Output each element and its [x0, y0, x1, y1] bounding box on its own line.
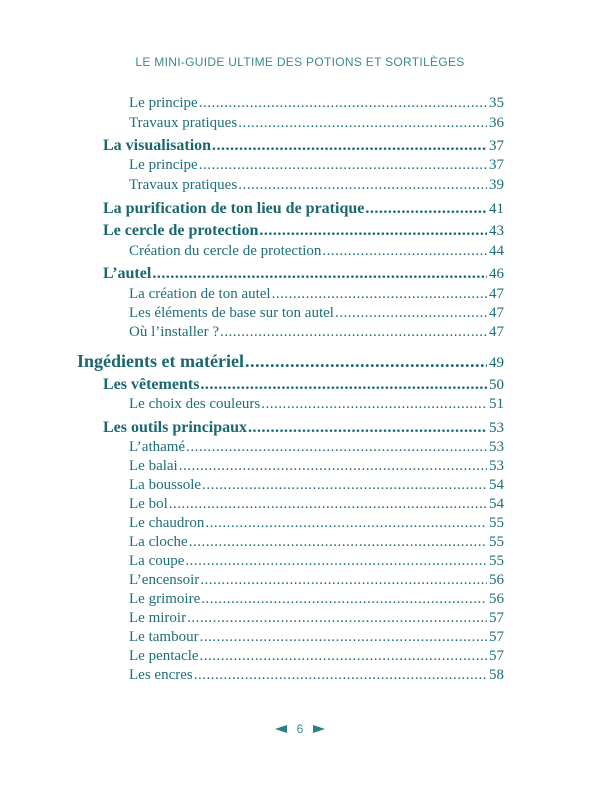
page-number: 6 — [296, 722, 304, 736]
dot-leader — [205, 515, 487, 532]
toc-entry-page: 47 — [489, 305, 504, 321]
toc-entry-page: 46 — [489, 266, 504, 282]
toc-entry-page: 47 — [489, 324, 504, 340]
toc-entry-title: La création de ton autel — [129, 286, 271, 302]
dot-leader — [200, 376, 487, 394]
dot-leader — [202, 477, 487, 494]
dot-leader — [194, 667, 487, 684]
toc-entry-page: 53 — [489, 439, 504, 455]
toc-entry[interactable] — [103, 200, 504, 218]
toc-entry[interactable] — [129, 648, 504, 665]
dot-leader — [259, 222, 487, 240]
toc-entry-title: La boussole — [129, 477, 202, 493]
toc-entry-page: 54 — [489, 496, 504, 512]
dot-leader — [200, 629, 487, 646]
toc-entry-title: La purification de ton lieu de pratique — [103, 200, 365, 217]
dot-leader — [187, 610, 487, 627]
toc-entry-page: 41 — [489, 201, 504, 217]
toc-entry-title: Les éléments de base sur ton autel — [129, 305, 334, 321]
toc-entry-page: 51 — [489, 396, 504, 412]
dot-leader — [365, 200, 487, 218]
toc-entry-page: 55 — [489, 534, 504, 550]
toc-entry-page: 57 — [489, 648, 504, 664]
toc-entry[interactable] — [129, 439, 504, 456]
toc-entry[interactable] — [129, 157, 504, 174]
dot-leader — [238, 115, 487, 132]
toc-entry[interactable] — [129, 458, 504, 475]
toc-entry-title: Ingédients et matériel — [77, 351, 244, 371]
toc-entry-title: Le choix des couleurs — [129, 396, 261, 412]
toc-entry-page: 55 — [489, 515, 504, 531]
toc-entry-title: Le miroir — [129, 610, 187, 626]
toc-entry-page: 44 — [489, 243, 504, 259]
dot-leader — [189, 534, 487, 551]
toc-entry[interactable] — [129, 629, 504, 646]
toc-entry[interactable] — [129, 496, 504, 513]
toc-entry-title: La visualisation — [103, 137, 212, 154]
toc-entry-page: 53 — [489, 420, 504, 436]
arrow-right-icon — [313, 725, 325, 733]
toc-entry-page: 39 — [489, 177, 504, 193]
toc-entry-page: 37 — [489, 138, 504, 154]
toc-entry-page: 54 — [489, 477, 504, 493]
toc-entry-page: 47 — [489, 286, 504, 302]
toc-entry[interactable] — [129, 177, 504, 194]
toc-entry-page: 56 — [489, 591, 504, 607]
dot-leader — [169, 496, 487, 513]
toc-entry-title: La coupe — [129, 553, 185, 569]
toc-entry[interactable] — [129, 324, 504, 341]
toc-entry[interactable] — [103, 419, 504, 437]
arrow-left-icon — [275, 725, 287, 733]
toc-entry-title: Création du cercle de protection — [129, 243, 322, 259]
toc-entry[interactable] — [103, 222, 504, 240]
dot-leader — [185, 553, 487, 570]
toc-entry[interactable] — [129, 534, 504, 551]
dot-leader — [322, 243, 487, 260]
toc-entry[interactable] — [103, 137, 504, 155]
dot-leader — [179, 458, 487, 475]
toc-entry[interactable] — [129, 610, 504, 627]
toc-entry-page: 43 — [489, 223, 504, 239]
toc-entry-title: Où l’installer ? — [129, 324, 219, 340]
toc-entry-title: L’encensoir — [129, 572, 200, 588]
toc-entry[interactable] — [103, 265, 504, 283]
dot-leader — [200, 648, 487, 665]
toc-entry-title: Travaux pratiques — [129, 177, 238, 193]
toc-entry[interactable] — [129, 243, 504, 260]
dot-leader — [186, 439, 487, 456]
toc-entry-title: Le grimoire — [129, 591, 201, 607]
dot-leader — [335, 305, 487, 322]
toc-entry-page: 57 — [489, 610, 504, 626]
toc-entry-page: 36 — [489, 115, 504, 131]
toc-entry-page: 35 — [489, 95, 504, 111]
toc-entry[interactable] — [103, 376, 504, 394]
toc-entry[interactable] — [129, 115, 504, 132]
toc-entry-page: 55 — [489, 553, 504, 569]
toc-entry-title: Travaux pratiques — [129, 115, 238, 131]
toc-entry[interactable] — [129, 572, 504, 589]
toc-entry[interactable] — [129, 477, 504, 494]
toc-entry-page: 50 — [489, 377, 504, 393]
toc-entry[interactable] — [129, 667, 504, 684]
dot-leader — [248, 419, 487, 437]
page-footer — [0, 722, 600, 736]
toc-entry[interactable] — [129, 305, 504, 322]
toc-entry[interactable] — [129, 396, 504, 413]
toc-entry-title: Le bol — [129, 496, 168, 512]
toc-entry[interactable] — [129, 286, 504, 303]
running-header: LE MINI-GUIDE ULTIME DES POTIONS ET SORTILÈGES — [135, 55, 465, 69]
toc-entry-title: Le tambour — [129, 629, 199, 645]
toc-entry-title: Les encres — [129, 667, 193, 683]
toc-entry-title: Les vêtements — [103, 376, 200, 393]
toc-entry-title: Le pentacle — [129, 648, 199, 664]
toc-entry-page: 37 — [489, 157, 504, 173]
toc-entry-title: Le cercle de protection — [103, 222, 259, 239]
dot-leader — [245, 351, 487, 372]
toc-entry-page: 53 — [489, 458, 504, 474]
toc-entry-title: Le principe — [129, 157, 198, 173]
dot-leader — [272, 286, 487, 303]
toc-entry[interactable] — [129, 515, 504, 532]
toc-entry-page: 57 — [489, 629, 504, 645]
toc-entry-page: 58 — [489, 667, 504, 683]
toc-entry-title: Le balai — [129, 458, 178, 474]
toc-entry-title: L’athamé — [129, 439, 186, 455]
dot-leader — [238, 177, 487, 194]
toc-entry[interactable] — [129, 553, 504, 570]
toc-entry-title: Le chaudron — [129, 515, 205, 531]
toc-entry[interactable] — [77, 351, 504, 372]
toc-entry-title: Les outils principaux — [103, 419, 248, 436]
toc-entry[interactable] — [129, 95, 504, 112]
dot-leader — [199, 157, 487, 174]
toc-entry-title: La cloche — [129, 534, 188, 550]
dot-leader — [152, 265, 487, 283]
toc-entry-title: Le principe — [129, 95, 198, 111]
dot-leader — [199, 95, 487, 112]
toc-entry-page: 56 — [489, 572, 504, 588]
dot-leader — [261, 396, 487, 413]
toc-entry[interactable] — [129, 591, 504, 608]
dot-leader — [220, 324, 487, 341]
toc-entry-page: 49 — [489, 355, 504, 371]
dot-leader — [200, 572, 487, 589]
dot-leader — [201, 591, 487, 608]
toc-entry-title: L’autel — [103, 265, 152, 282]
dot-leader — [212, 137, 487, 155]
